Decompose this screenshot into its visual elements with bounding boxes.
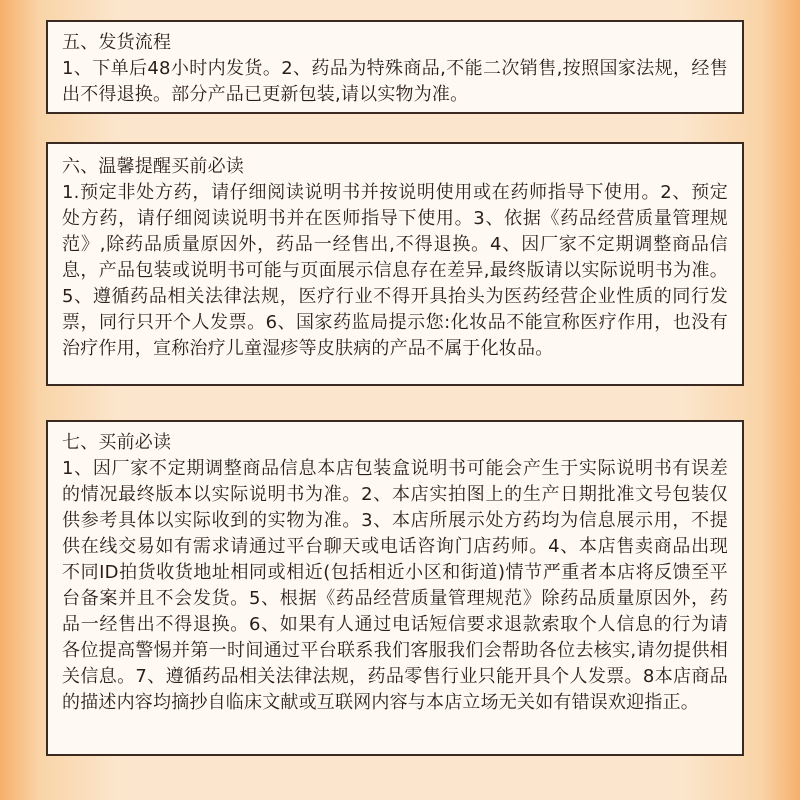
section-title: 七、买前必读 xyxy=(62,432,172,453)
section-body: 1.预定非处方药，请仔细阅读说明书并按说明使用或在药师指导下使用。2、预定处方药，请仔细阅读说明书并在医师指导下使用。3、依据《药品经营质量管理规范》,除药品质量原因外，药品一经售出,不得退换。4、因厂家不定期调整商品信息，产品包装或说明书可能与页面展示信息存在差异,最终版请以实际说明书为准。5、遵循药品相关法律法规，医疗行业不得开具抬头为医药经营企业性质的同行发票，同行只开个人发票。6、国家药监局提示您:化妆品不能宣称医疗作用，也没有治疗作用，宣称治疗儿童湿疹等皮肤病的产品不属于化妆品。 xyxy=(62,182,728,359)
pre-purchase-box xyxy=(46,420,744,756)
section-body: 1、下单后48小时内发货。2、药品为特殊商品,不能二次销售,按照国家法规，经售出不得退换。部分产品已更新包装,请以实物为准。 xyxy=(62,58,728,105)
section-body: 1、因厂家不定期调整商品信息本店包装盒说明书可能会产生于实际说明书有误差的情况最终版本以实际说明书为准。2、本店实拍图上的生产日期批准文号包装仅供参考具体以实际收到的实物为准。3、本店所展示处方药均为信息展示用，不提供在线交易如有需求请通过平台聊天或电话咨询门店药师。4、本店售卖商品出现不同ID拍货收货地址相同或相近(包括相近小区和街道)情节严重者本店将反馈至平台备案并且不会发货。5、根据《药品经营质量管理规范》除药品质量原因外，药品一经售出不得退换。6、如果有人通过电话短信要求退款索取个人信息的行为请各位提高警惕并第一时间通过平台联系我们客服我们会帮助各位去核实,请勿提供相关信息。7、遵循药品相关法律法规，药品零售行业只能开具个人发票。8本店商品的描述内容均摘抄自临床文献或互联网内容与本店立场无关如有错误欢迎指正。 xyxy=(62,458,728,713)
reminder-box xyxy=(46,142,744,386)
section-title: 六、温馨提醒买前必读 xyxy=(62,156,244,177)
shipping-process-box xyxy=(46,20,744,114)
section-title: 五、发货流程 xyxy=(62,32,172,53)
